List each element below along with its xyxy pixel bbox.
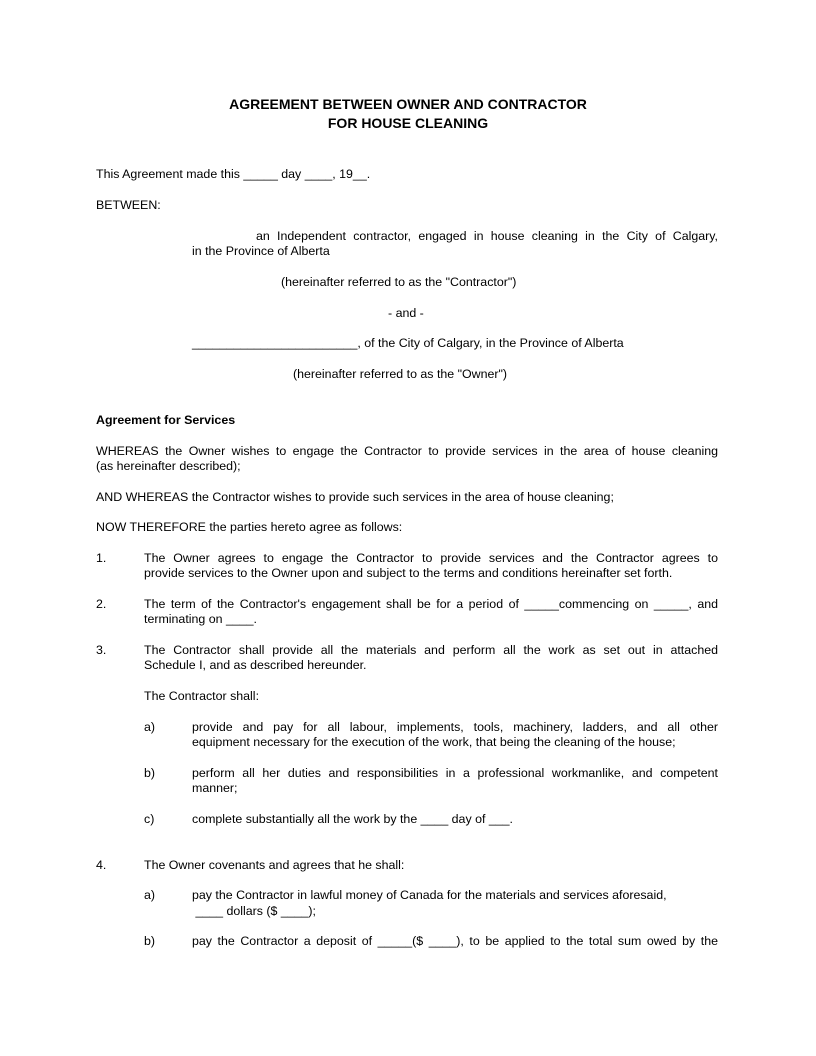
clause-text-line: The term of the Contractor's engagement shall be for a period of _____commencing on _____, and	[144, 597, 718, 611]
sub-item-text-line: pay the Contractor a deposit of _____($ ____), to be applied to the total sum owed by the	[192, 934, 718, 948]
sub-item-text-line: complete substantially all the work by the ____ day of ___.	[192, 812, 513, 826]
clause-text-line: provide services to the Owner upon and subject to the terms and conditions hereinafter set forth.	[144, 566, 673, 580]
clause-number: 3.	[96, 643, 107, 657]
between-label: BETWEEN:	[96, 198, 161, 212]
and-separator: - and -	[388, 306, 424, 320]
contractor-reference: (hereinafter referred to as the "Contractor")	[281, 275, 517, 289]
owner-name-line: ________________________, of the City of Calgary, in the Province of Alberta	[192, 336, 624, 350]
clause-text-line: The Owner covenants and agrees that he shall:	[144, 858, 405, 872]
owner-reference: (hereinafter referred to as the "Owner")	[293, 367, 508, 381]
document-title-line2: FOR HOUSE CLEANING	[327, 115, 489, 131]
clause-number: 4.	[96, 858, 107, 872]
clause-number: 2.	[96, 597, 107, 611]
sub-item-text-line: perform all her duties and responsibilities in a professional workmanlike, and competent	[192, 766, 718, 780]
sub-item-letter: c)	[144, 812, 155, 826]
clause-text-line: Schedule I, and as described hereunder.	[144, 658, 367, 672]
sub-item-letter: a)	[144, 720, 156, 734]
clause-text-line: The Contractor shall provide all the materials and perform all the work as set out in attached	[144, 643, 718, 657]
and-whereas-paragraph: AND WHEREAS the Contractor wishes to provide such services in the area of house cleaning;	[96, 490, 614, 504]
agreement-date-line: This Agreement made this _____ day ____, 19__.	[96, 167, 371, 181]
clause-number: 1.	[96, 551, 107, 565]
contractor-shall-label: The Contractor shall:	[144, 689, 260, 703]
clause-text-line: terminating on ____.	[144, 612, 257, 626]
whereas-paragraph-line2: (as hereinafter described);	[96, 459, 241, 473]
sub-item-letter: b)	[144, 766, 156, 780]
contractor-description-line2: in the Province of Alberta	[192, 244, 330, 258]
sub-item-text-line: manner;	[192, 781, 238, 795]
section-heading: Agreement for Services	[96, 413, 236, 427]
sub-item-text-line: pay the Contractor in lawful money of Canada for the materials and services aforesaid,	[192, 888, 667, 902]
contractor-description-line1: an Independent contractor, engaged in house cleaning in the City of Calgary,	[256, 229, 718, 243]
document-title-line1: AGREEMENT BETWEEN OWNER AND CONTRACTOR	[229, 96, 587, 112]
sub-item-letter: a)	[144, 888, 156, 902]
sub-item-text-line: equipment necessary for the execution of the work, that being the cleaning of the house;	[192, 735, 676, 749]
whereas-paragraph-line1: WHEREAS the Owner wishes to engage the Contractor to provide services in the area of house cleaning	[96, 444, 718, 458]
sub-item-letter: b)	[144, 934, 156, 948]
now-therefore-paragraph: NOW THEREFORE the parties hereto agree as follows:	[96, 520, 403, 534]
sub-item-text-line: ____ dollars ($ ____);	[192, 904, 316, 918]
sub-item-text-line: provide and pay for all labour, implements, tools, machinery, ladders, and all other	[192, 720, 718, 734]
clause-text-line: The Owner agrees to engage the Contractor to provide services and the Contractor agrees to	[144, 551, 718, 565]
